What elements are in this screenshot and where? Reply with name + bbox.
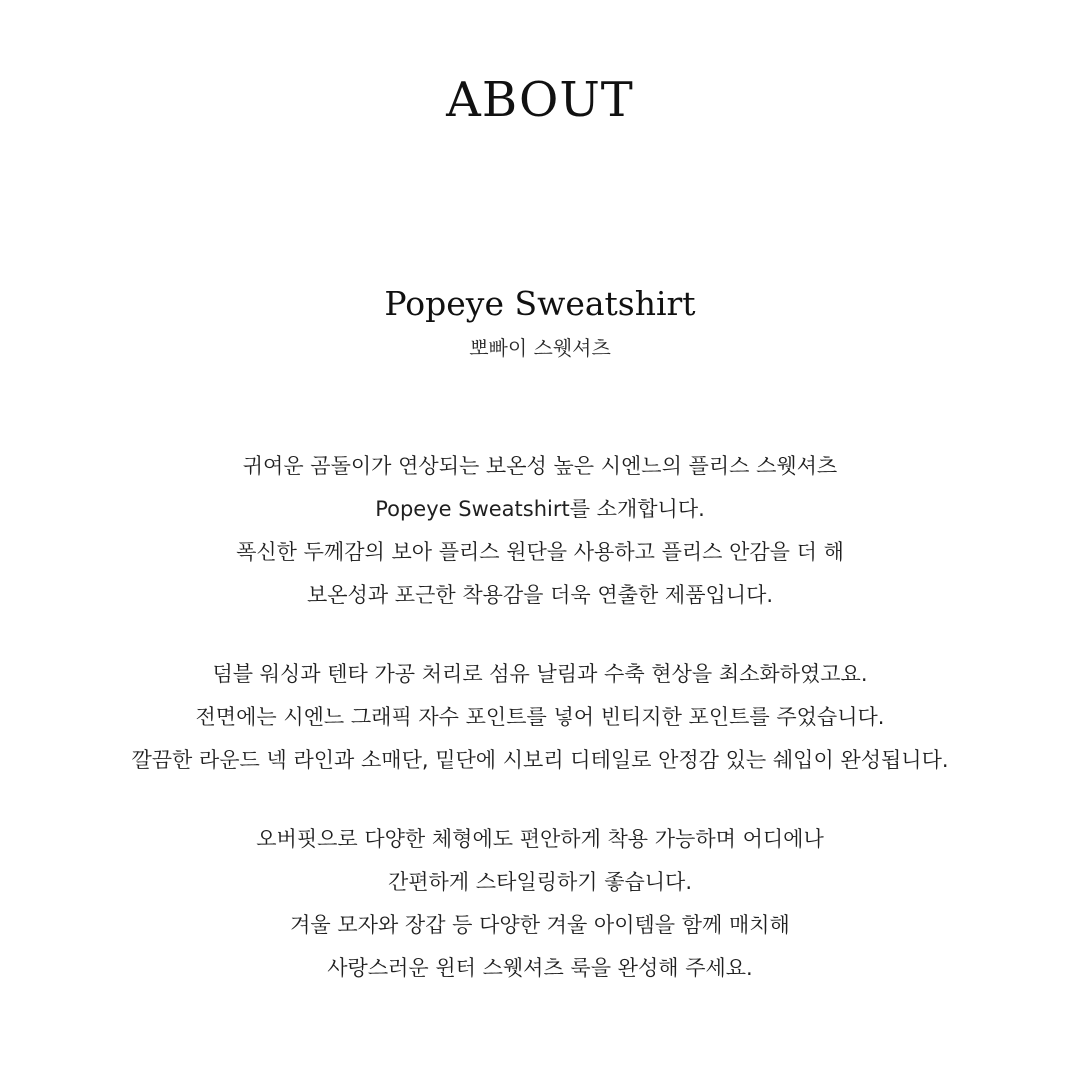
description-paragraph-1 <box>0 445 1080 617</box>
section-title: ABOUT <box>446 72 634 128</box>
description-line: 간편하게 스타일링하기 좋습니다. <box>387 870 693 894</box>
description-line: 보온성과 포근한 착용감을 더욱 연출한 제품입니다. <box>306 583 774 607</box>
description-line: 폭신한 두께감의 보아 플리스 원단을 사용하고 플리스 안감을 더 해 <box>236 540 844 564</box>
description-line: Popeye Sweatshirt를 소개합니다. <box>375 497 705 521</box>
product-name: Popeye Sweatshirt <box>384 284 696 323</box>
description-line: 깔끔한 라운드 넥 라인과 소매단, 밑단에 시보리 디테일로 안정감 있는 쉐입이 완성됩니다. <box>131 748 949 772</box>
description-line: 사랑스러운 윈터 스웻셔츠 룩을 완성해 주세요. <box>327 956 753 980</box>
description-paragraph-2 <box>0 653 1080 782</box>
description-line: 전면에는 시엔느 그래픽 자수 포인트를 넣어 빈티지한 포인트를 주었습니다. <box>195 705 885 729</box>
product-subtitle-korean: 뽀빠이 스웻셔츠 <box>469 336 611 360</box>
description-paragraph-3 <box>0 818 1080 990</box>
description-line: 겨울 모자와 장갑 등 다양한 겨울 아이템을 함께 매치해 <box>290 913 790 937</box>
description-line: 오버핏으로 다양한 체형에도 편안하게 착용 가능하며 어디에나 <box>256 827 824 851</box>
product-description <box>0 445 1080 990</box>
description-line: 귀여운 곰돌이가 연상되는 보온성 높은 시엔느의 플리스 스웻셔츠 <box>242 454 838 478</box>
description-line: 덤블 워싱과 텐타 가공 처리로 섬유 날림과 수축 현상을 최소화하였고요. <box>212 662 868 686</box>
